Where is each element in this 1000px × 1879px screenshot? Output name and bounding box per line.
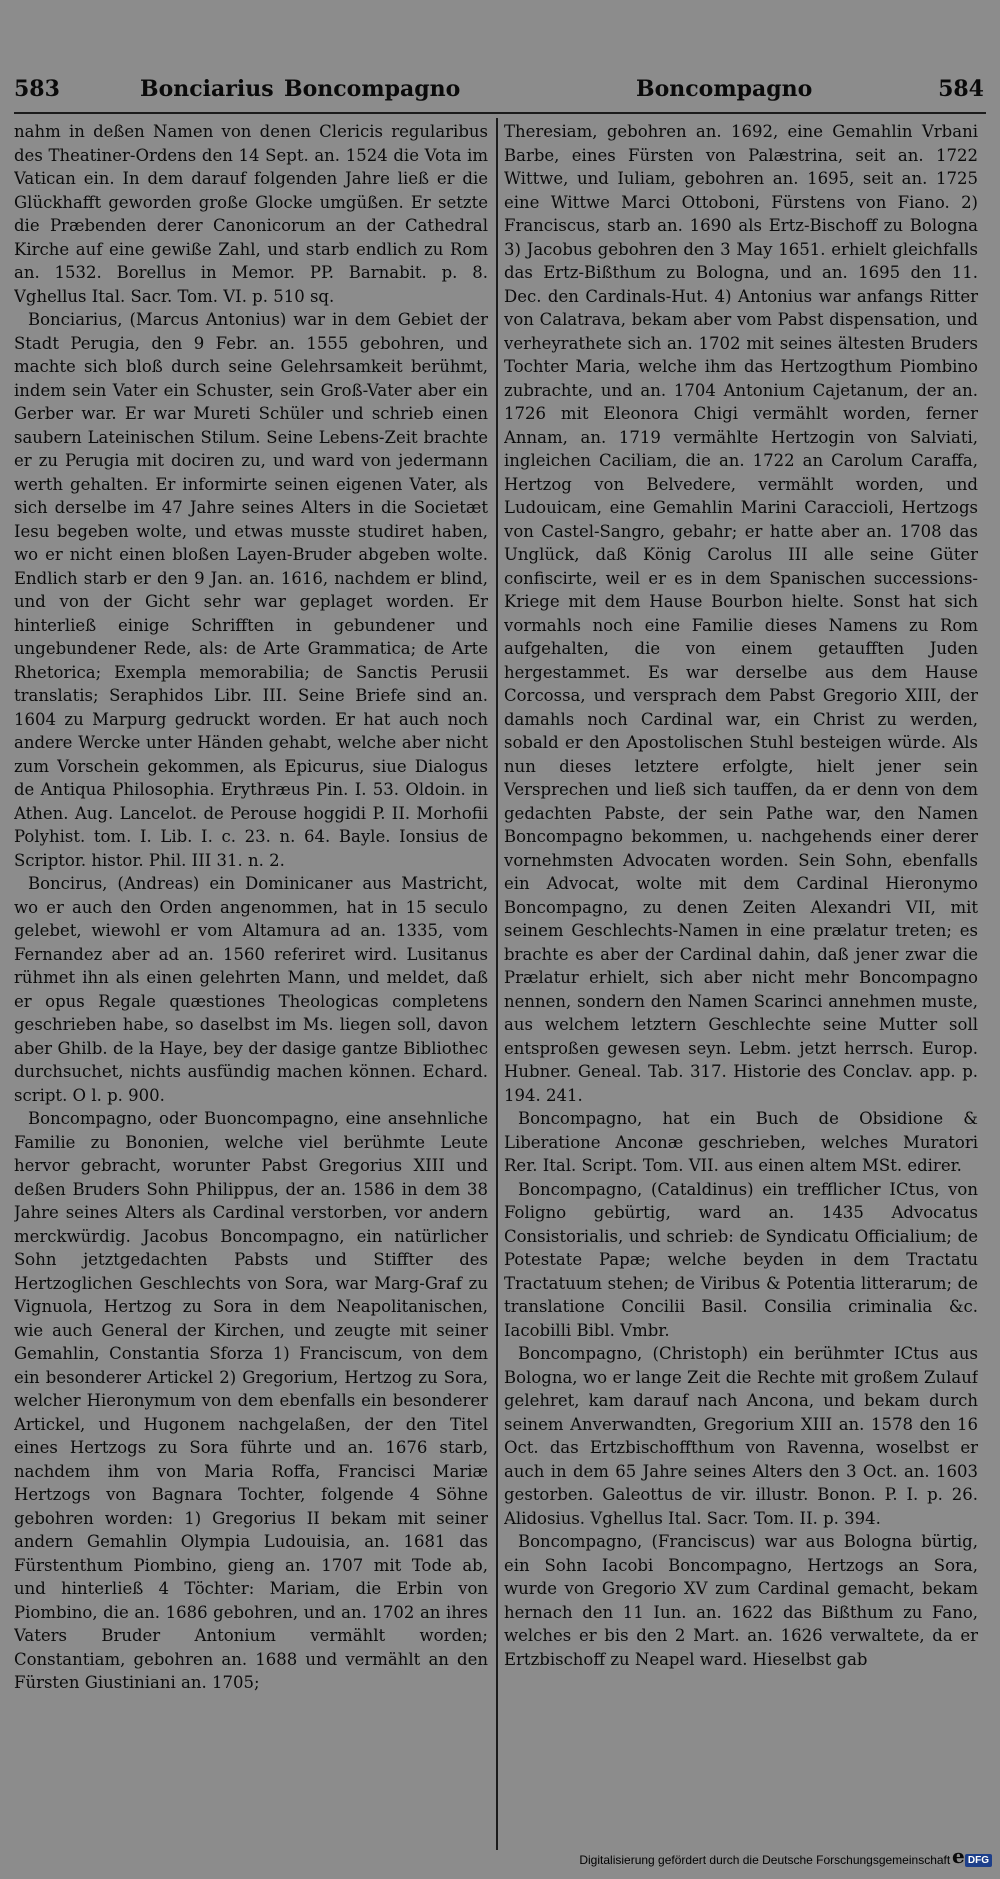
right-page-number: 584 (938, 76, 984, 102)
catchword: e (952, 1844, 965, 1868)
header-rule (14, 112, 986, 114)
left-entry-1: nahm in deßen Namen von denen Clericis regularibus des Theatiner-Ordens den 14 Sept. an. 1524 die Vota im Vatican ein. In dem darauf folgenden Jahre ließ er die Glückhafft geworden große Glocke umgüßen. Er setzte die Præbenden derer Canonicorum an der Cathedral Kirche auf eine gewiße Zahl, und starb endlich zu Rom an. 1532. Borellus in Memor. PP. Barnabit. p. 8. Vghellus Ital. Sacr. Tom. VI. p. 510 sq. (14, 122, 488, 306)
digitization-footer (0, 1853, 992, 1867)
left-running-head: Bonciarius (140, 76, 274, 102)
dfg-logo-icon: DFG (965, 1854, 992, 1867)
right-entry-1: Theresiam, gebohren an. 1692, eine Gemahlin Vrbani Barbe, eines Fürsten von Palæstrina, seit an. 1722 Wittwe, und Iuliam, gebohren an. 1695, seit an. 1725 eine Wittwe Marci Ottoboni, Fürstens von Fiano. 2) Franciscus, starb an. 1690 als Ertz-Bischoff zu Bologna 3) Jacobus gebohren den 3 May 1651. erhielt gleichfalls das Ertz-Bißthum zu Bologna, und an. 1695 den 11. Dec. den Cardinals-Hut. 4) Antonius war anfangs Ritter von Calatrava, bekam aber vom Pabst dispensation, und verheyrathete sich an. 1702 mit seines ältesten Bruders Tochter Maria, welche ihm das Hertzogthum Piombino zubrachte, und an. 1704 Antonium Cajetanum, der an. 1726 mit Eleonora Chigi vermählt worden, ferner Annam, an. 1719 vermählte Hertzogin von Salviati, ingleichen Caciliam, die an. 1722 an Carolum Caraffa, Hertzog von Belvedere, vermählt worden, und Ludouicam, eine Gemahlin Marini Caraccioli, Hertzogs von Castel-Sangro, gebahr; er hatte aber an. 1708 das Unglück, daß König Carolus III alle seine Güter confiscirte, weil er es in dem Spanischen successions-Kriege mit dem Hause Bourbon hielte. Sonst hat sich vormahls noch eine Familie dieses Namens zu Rom aufgehalten, die von einem getaufften Juden hergestammet. Es war derselbe aus dem Hause Corcossa, und versprach dem Pabst Gregorio XIII, der damahls noch Cardinal war, ein Christ zu werden, sobald er den Apostolischen Stuhl besteigen würde. Als nun dieses letztere erfolgte, hielt jener sein Versprechen und ließ sich tauffen, da er denn von dem gedachten Pabste, der sein Pathe war, den Namen Boncompagno bekommen, u. nachgehends einer derer vornehmsten Advocaten worden. Sein Sohn, ebenfalls ein Advocat, wolte mit dem Cardinal Hieronymo Boncompagno, zu denen Zeiten Alexandri VII, mit seinem Geschlechts-Namen in eine prælatur treten; es brachte es aber der Cardinal dahin, daß jener zwar die Prælatur erhielt, sich aber nicht mehr Boncompagno nennen, sondern den Namen Scarinci annehmen muste, aus welchem letztern Geschlechte seine Mutter soll entsproßen gewesen seyn. Lebm. jetzt herrsch. Europ. Hubner. Geneal. Tab. 317. Historie des Conclav. app. p. 194. 241. (504, 122, 978, 1105)
right-entry-4: Boncompagno, (Christoph) ein berühmter ICtus aus Bologna, wo er lange Zeit die Rechte mit großem Zulauf gelehret, kam darauf nach Ancona, und bekam durch seinem Anverwandten, Gregorium XIII an. 1578 den 16 Oct. das Ertzbischoffthum von Ravenna, woselbst er auch in dem 65 Jahre seines Alters den 3 Oct. an. 1603 gestorben. Galeottus de vir. illustr. Bonon. P. I. p. 26. Alidosius. Vghellus Ital. Sacr. Tom. II. p. 394. (504, 1344, 978, 1528)
left-entry-2: Bonciarius, (Marcus Antonius) war in dem Gebiet der Stadt Perugia, den 9 Febr. an. 1555 gebohren, und machte sich bloß durch seine Gelehrsamkeit berühmt, indem sein Vater ein Schuster, sein Groß-Vater aber ein Gerber war. Er war Mureti Schüler und schrieb einen saubern Lateinischen Stilum. Seine Lebens-Zeit brachte er zu Perugia mit dociren zu, und ward von jedermann werth gehalten. Er informirte seinen eigenen Vater, als sich derselbe im 47 Jahre seines Alters in die Societæt Iesu begeben wolte, und etwas musste studiret haben, wo er nicht einen bloßen Layen-Bruder abgeben wolte. Endlich starb er den 9 Jan. an. 1616, nachdem er blind, und von der Gicht sehr war geplaget worden. Er hinterließ einige Schrifften in gebundener und ungebundener Rede, als: de Arte Grammatica; de Arte Rhetorica; Exempla memorabilia; de Sanctis Perusii translatis; Seraphidos Libr. III. Seine Briefe sind an. 1604 zu Marpurg gedruckt worden. Er hat auch noch andere Wercke unter Händen gehabt, welche aber nicht zum Vorschein gekommen, als Epicurus, siue Dialogus de Antiqua Philosophia. Erythræus Pin. I. 53. Oldoin. in Athen. Aug. Lancelot. de Perouse hoggidi P. II. Morhofii Polyhist. tom. I. Lib. I. c. 23. n. 64. Bayle. Ionsius de Scriptor. histor. Phil. III 31. n. 2. (14, 310, 488, 870)
left-entry-3: Boncirus, (Andreas) ein Dominicaner aus Mastricht, wo er auch den Orden angenommen, hat in 15 seculo gelebet, wiewohl er vom Altamura ad an. 1335, vom Fernandez aber ad an. 1560 referiret wird. Lusitanus rühmet ihn als einen gelehrten Mann, und meldet, daß er opus Regale quæstiones Theologicas completens geschrieben habe, so daselbst im Ms. liegen soll, davon aber Ghilb. de la Haye, bey der dasige gantze Bibliothec durchsuchet, nichts ausfündig machen können. Echard. script. O l. p. 900. (14, 874, 488, 1105)
left-entry-4: Boncompagno, oder Buoncompagno, eine ansehnliche Familie zu Bononien, welche viel berühmte Leute hervor gebracht, worunter Pabst Gregorius XIII und deßen Bruders Sohn Philippus, der an. 1586 in dem 38 Jahre seines Alters als Cardinal verstorben, vor andern merckwürdig. Jacobus Boncompagno, ein natürlicher Sohn jetztgedachten Pabsts und Stiffter des Hertzoglichen Geschlechts von Sora, war Marg-Graf zu Vignuola, Hertzog zu Sora in dem Neapolitanischen, wie auch General der Kirchen, und zeugte mit seiner Gemahlin, Constantia Sforza 1) Franciscum, von dem ein besonderer Artickel 2) Gregorium, Hertzog zu Sora, welcher Hieronymum von dem ebenfalls ein besonderer Artickel, und Hugonem nachgelaßen, der den Titel eines Hertzogs zu Sora führte und an. 1676 starb, nachdem ihm von Maria Roffa, Francisci Mariæ Hertzogs von Bagnara Tochter, folgende 4 Söhne gebohren worden: 1) Gregorius II bekam mit seiner andern Gemahlin Olympia Ludouisia, an. 1681 das Fürstenthum Piombino, gieng an. 1707 mit Tode ab, und hinterließ 4 Töchter: Mariam, die Erbin von Piombino, die an. 1686 gebohren, und an. 1702 an ihres Vaters Bruder Antonium vermählt worden; Constantiam, gebohren an. 1688 und vermählt an den Fürsten Giustiniani an. 1705; (14, 1109, 488, 1692)
right-column-head: Boncompagno (636, 76, 813, 102)
right-entry-2: Boncompagno, hat ein Buch de Obsidione & Liberatione Anconæ geschrieben, welches Muratori Rer. Ital. Script. Tom. VII. aus einen altem MSt. edirer. (504, 1109, 978, 1175)
right-entry-3: Boncompagno, (Cataldinus) ein trefflicher ICtus, von Foligno gebürtig, ward an. 1435 Advocatus Consistorialis, und schrieb: de Syndicatu Officialium; de Potestate Papæ; welche beyden in dem Tractatu Tractatuum stehen; de Viribus & Potentia litterarum; de translatione Concilii Basil. Consilia criminalia &c. Iacobilli Bibl. Vmbr. (504, 1179, 978, 1340)
left-column (14, 120, 488, 1848)
right-column (504, 120, 978, 1848)
left-column-head: Boncompagno (284, 76, 461, 102)
column-divider (496, 118, 498, 1850)
left-page-number: 583 (14, 76, 60, 102)
right-entry-5: Boncompagno, (Franciscus) war aus Bologna bürtig, ein Sohn Iacobi Boncompagno, Hertzogs an Sora, wurde von Gregorio XV zum Cardinal gemacht, bekam hernach den 11 Iun. an. 1622 das Bißthum zu Fano, welches er bis den 2 Mart. an. 1626 verwaltete, da er Ertzbischoff zu Neapel ward. Hieselbst gab (504, 1532, 978, 1669)
page-header (0, 70, 1000, 110)
footer-text: Digitalisierung gefördert durch die Deutsche Forschungsgemeinschaft - (579, 1852, 958, 1867)
